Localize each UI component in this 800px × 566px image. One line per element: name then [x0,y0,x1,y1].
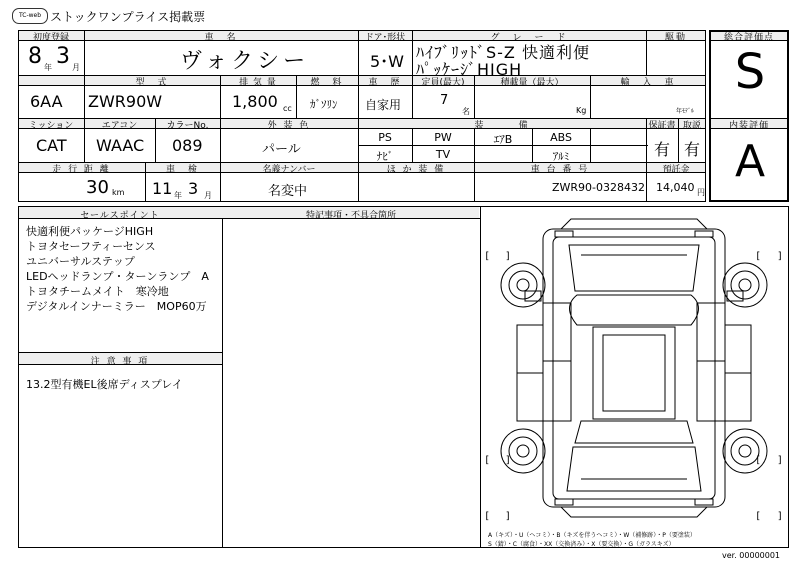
label-model: 型 式 [135,78,169,88]
chassis-no: ZWR90-0328432 [552,181,646,194]
label-warranty: 保証書 [648,121,676,131]
equipment-airbag: ｴｱB [493,133,513,146]
sales-point-item: LEDヘッドランプ・ターンランプ A [26,270,209,283]
label-mission: ミッション [28,121,74,131]
mileage-unit: km [112,188,125,197]
legend-line-1: A（キズ）・U（ヘコミ）・B（キズを伴うヘコミ）・W（補修跡）・P（要塗装） [488,532,696,539]
model: ZWR90W [88,92,163,111]
label-equipment: 装 備 [474,121,530,131]
legend-line-2: S（錆）・C（腐食）・XX（交換済み）・X（要交換）・G（ガラスキズ） [488,541,675,548]
label-drive: 駆動 [664,33,687,43]
label-grade: グ レ ー ド [490,33,568,43]
label-plate: 名義ナンバー [262,165,316,175]
caution-note-item: 13.2型有機EL後席ディスプレイ [26,378,183,391]
manual: 有 [684,140,701,159]
warranty: 有 [654,140,671,159]
equipment-navi: ﾅﾋﾞ [376,150,394,163]
grade-line-2: ﾊﾟｯｹｰｼﾞHIGH [416,60,523,79]
label-price: 預託金 [662,165,690,175]
label-other-equipment: ほ か 装 備 [386,165,446,175]
label-car-name: 車 名 [204,33,238,43]
sales-point-item: トヨタセーフティーセンス [26,240,156,253]
label-car-history: 車 歴 [368,78,402,88]
svg-text:]: ] [505,251,512,262]
door-shape: 5･W [370,52,405,71]
label-interior-score: 内装評価 [728,121,769,131]
svg-text:[: [ [755,455,762,466]
label-color-no: カラーNo. [166,121,209,131]
label-door-shape: ドア･形状 [364,33,406,43]
sales-point-item: トヨタチームメイト 寒冷地 [26,285,169,298]
svg-text:[: [ [484,251,491,262]
price: 14,040 [656,181,695,194]
equipment-pw: PW [434,131,452,144]
svg-text:[: [ [755,511,762,522]
label-first-registration: 初度登録 [32,33,69,43]
svg-text:]: ] [505,511,512,522]
svg-text:[: [ [755,251,762,262]
car-history: 自家用 [365,98,402,112]
sales-point-item: ユニバーサルステップ [26,255,135,268]
label-aircon: エアコン [101,121,138,131]
sales-point-item: デジタルインナーミラー MOP60万 [26,300,207,313]
label-mileage: 走 行 距 離 [52,165,111,175]
displacement-unit: cc [283,104,292,113]
inspection-year: 11 [152,179,173,198]
label-fuel: 燃 料 [310,78,344,88]
first-reg-year: 8 [28,44,42,69]
svg-text:]: ] [777,511,784,522]
inspection-month: 3 [188,179,199,198]
label-sales-points: セールスポイント [80,211,160,221]
first-reg-year-unit: 年 [44,63,52,72]
displacement: 1,800 [232,92,278,111]
fuel: ｶﾞｿﾘﾝ [310,98,338,111]
label-load: 積載量（最大） [500,78,564,88]
first-reg-month: 3 [56,44,70,69]
capacity-unit: 名 [462,107,470,116]
grade-line-1: ﾊｲﾌﾞﾘｯﾄﾞS-Z 快適利便 [416,43,590,62]
exterior-color: パール [262,142,301,157]
document-title: ストックワンプライス掲載票 [50,10,206,24]
label-manual: 取説 [682,121,701,131]
header-logo: TC-web [12,8,48,24]
equipment-tv: TV [435,148,451,161]
color-no: 089 [172,136,203,155]
mission: CAT [36,136,67,155]
aircon: WAAC [96,136,145,155]
price-unit: 円 [697,188,705,197]
equipment-abs: ABS [550,131,572,144]
car-name: ヴォクシー [180,49,310,74]
label-inspection: 車 検 [165,165,199,175]
inspection-year-unit: 年 [174,191,182,200]
import-model-year: 年ﾓﾃﾞﾙ [676,108,695,115]
label-chassis-no: 車 台 番 号 [530,165,590,175]
svg-text:]: ] [777,251,784,262]
version: ver. 00000001 [722,551,781,560]
label-total-score: 総合評価点 [723,33,774,43]
svg-text:]: ] [777,455,784,466]
svg-text:[: [ [484,455,491,466]
label-capacity: 定員(最大) [421,78,465,88]
load-unit: Kg [576,106,587,115]
equipment-alloy: ｱﾙﾐ [552,150,570,163]
capacity: 7 [440,93,449,108]
mileage: 30 [86,177,109,198]
model-prefix: 6AA [30,92,63,111]
sales-point-item: 快適利便パッケージHIGH [26,225,154,238]
label-exterior-color: 外 装 色 [267,121,311,131]
svg-text:]: ] [505,455,512,466]
label-special-notes: 特記事項・不具合箇所 [305,211,396,221]
total-score: S [734,44,766,100]
equipment-ps: PS [378,131,392,144]
plate: 名変中 [268,184,308,199]
inspection-month-unit: 月 [204,191,212,200]
interior-score: A [734,136,766,187]
car-damage-diagram [481,207,788,527]
svg-text:[: [ [484,511,491,522]
label-displacement: 排 気 量 [239,78,277,88]
label-caution: 注 意 事 項 [90,357,150,367]
label-import: 輸 入 車 [620,78,676,88]
first-reg-month-unit: 月 [72,63,80,72]
